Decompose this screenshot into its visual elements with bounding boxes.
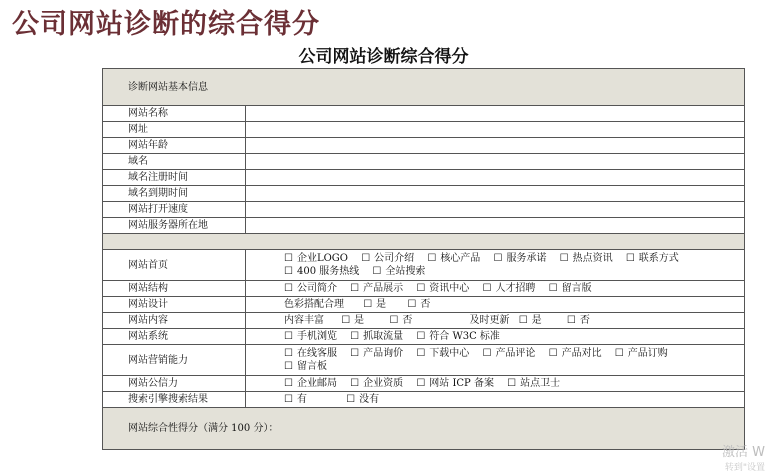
checkbox-option[interactable]: ☐ 联系方式 — [625, 253, 679, 264]
row-label: 网站营销能力 — [103, 345, 246, 376]
row-label: 网站设计 — [103, 297, 246, 313]
checkbox-icon[interactable]: ☐ — [284, 361, 293, 372]
field-value-cell[interactable] — [246, 106, 745, 122]
checkbox-option[interactable]: ☐ 抓取流量 — [350, 331, 404, 342]
question-label: 色彩搭配合理 — [284, 299, 344, 310]
checkbox-icon[interactable]: ☐ — [361, 253, 371, 264]
checkbox-option[interactable]: ☐ 是 — [518, 315, 542, 326]
checkbox-icon[interactable]: ☐ — [350, 348, 360, 359]
checkbox-icon[interactable]: ☐ — [518, 315, 528, 326]
field-label: 网站服务器所在地 — [103, 218, 246, 234]
checkbox-icon[interactable]: ☐ — [284, 283, 293, 294]
row-label: 网站结构 — [103, 281, 246, 297]
checkbox-option[interactable]: ☐ 下载中心 — [416, 348, 470, 359]
checkbox-option[interactable]: ☐ 网站 ICP 备案 — [416, 378, 494, 389]
checkbox-icon[interactable]: ☐ — [416, 283, 426, 294]
row-label: 网站公信力 — [103, 376, 246, 392]
checkbox-icon[interactable]: ☐ — [372, 266, 382, 277]
checkbox-option[interactable]: ☐ 是 — [341, 315, 365, 326]
row-label: 网站首页 — [103, 250, 246, 281]
checkbox-option[interactable]: ☐ 产品展示 — [350, 283, 404, 294]
checkbox-option[interactable]: ☐ 没有 — [346, 394, 380, 405]
checkbox-option[interactable]: ☐ 留言板 — [284, 361, 327, 372]
field-label: 网站打开速度 — [103, 202, 246, 218]
checkbox-option[interactable]: ☐ 企业邮局 — [284, 378, 337, 389]
options-cell — [246, 313, 745, 329]
checkbox-option[interactable]: ☐ 公司介绍 — [361, 253, 415, 264]
checkbox-option[interactable]: ☐ 资讯中心 — [416, 283, 470, 294]
field-label: 网站名称 — [103, 106, 246, 122]
field-label: 域名 — [103, 154, 246, 170]
activation-watermark: 激活 W — [722, 445, 765, 460]
checkbox-icon[interactable]: ☐ — [284, 348, 293, 359]
options-cell — [246, 392, 745, 408]
question-label: 及时更新 — [469, 315, 510, 326]
field-value-cell[interactable] — [246, 202, 745, 218]
checkbox-option[interactable]: ☐ 符合 W3C 标准 — [416, 331, 500, 342]
row-label: 搜索引擎搜索结果 — [103, 392, 246, 408]
diagnosis-form-table — [102, 68, 745, 450]
checkbox-option[interactable]: ☐ 全站搜索 — [372, 266, 426, 277]
checkbox-icon[interactable]: ☐ — [346, 394, 356, 405]
checkbox-icon[interactable]: ☐ — [416, 378, 426, 389]
checkbox-option[interactable]: ☐ 否 — [566, 315, 590, 326]
checkbox-option[interactable]: ☐ 公司简介 — [284, 283, 337, 294]
checkbox-icon[interactable]: ☐ — [350, 331, 360, 342]
score-row — [103, 408, 745, 450]
question-label: 内容丰富 — [284, 315, 324, 326]
checkbox-icon[interactable]: ☐ — [416, 348, 426, 359]
checkbox-option[interactable]: ☐ 是 — [363, 299, 387, 310]
document-title: 公司网站诊断综合得分 — [298, 47, 469, 67]
checkbox-icon[interactable]: ☐ — [407, 299, 417, 310]
checkbox-icon[interactable]: ☐ — [548, 283, 558, 294]
checkbox-icon[interactable]: ☐ — [566, 315, 576, 326]
slide-title: 公司网站诊断的综合得分 — [12, 9, 320, 40]
checkbox-option[interactable]: ☐ 400 服务热线 — [284, 266, 360, 277]
checkbox-icon[interactable]: ☐ — [284, 394, 293, 405]
checkbox-icon[interactable]: ☐ — [350, 283, 360, 294]
row-search-results — [103, 392, 745, 408]
options-cell — [246, 250, 745, 281]
checkbox-option[interactable]: ☐ 产品订购 — [614, 348, 668, 359]
section-separator — [103, 234, 745, 250]
basic-field-row — [103, 170, 745, 186]
checkbox-icon[interactable]: ☐ — [625, 253, 635, 264]
separator-cell — [103, 234, 745, 250]
checkbox-icon[interactable]: ☐ — [507, 378, 517, 389]
options-cell — [246, 376, 745, 392]
checkbox-icon[interactable]: ☐ — [284, 378, 293, 389]
checkbox-option[interactable]: ☐ 留言版 — [548, 283, 592, 294]
checkbox-icon[interactable]: ☐ — [284, 253, 293, 264]
checkbox-icon[interactable]: ☐ — [363, 299, 373, 310]
field-value-cell[interactable] — [246, 122, 745, 138]
checkbox-option[interactable]: ☐ 在线客服 — [284, 348, 337, 359]
checkbox-icon[interactable]: ☐ — [284, 266, 293, 277]
row-label: 网站内容 — [103, 313, 246, 329]
checkbox-icon[interactable]: ☐ — [427, 253, 437, 264]
checkbox-icon[interactable]: ☐ — [482, 283, 492, 294]
section-header-label: 诊断网站基本信息 — [103, 69, 745, 106]
checkbox-icon[interactable]: ☐ — [614, 348, 624, 359]
field-value-cell[interactable] — [246, 186, 745, 202]
options-cell — [246, 345, 745, 376]
checkbox-option[interactable]: ☐ 否 — [389, 315, 413, 326]
field-value-cell[interactable] — [246, 170, 745, 186]
row-content — [103, 313, 745, 329]
checkbox-option[interactable]: ☐ 产品评论 — [482, 348, 536, 359]
checkbox-option[interactable]: ☐ 手机浏览 — [284, 331, 337, 342]
row-homepage — [103, 250, 745, 281]
section-header-basic-info — [103, 69, 745, 106]
checkbox-icon[interactable]: ☐ — [416, 331, 426, 342]
checkbox-option[interactable]: ☐ 服务承诺 — [493, 253, 547, 264]
checkbox-option[interactable]: ☐ 人才招聘 — [482, 283, 536, 294]
checkbox-option[interactable]: ☐ 站点卫士 — [507, 378, 561, 389]
field-value-cell[interactable] — [246, 218, 745, 234]
checkbox-icon[interactable]: ☐ — [350, 378, 360, 389]
basic-field-row — [103, 138, 745, 154]
checkbox-icon[interactable]: ☐ — [559, 253, 569, 264]
activation-watermark-sub: 转到"设置 — [724, 463, 765, 473]
checkbox-option[interactable]: ☐ 否 — [407, 299, 431, 310]
checkbox-option[interactable]: ☐ 产品询价 — [350, 348, 404, 359]
checkbox-option[interactable]: ☐ 热点资讯 — [559, 253, 613, 264]
checkbox-icon[interactable]: ☐ — [482, 348, 492, 359]
field-label: 域名注册时间 — [103, 170, 246, 186]
options-cell — [246, 329, 745, 345]
checkbox-icon[interactable]: ☐ — [389, 315, 399, 326]
checkbox-option[interactable]: ☐ 产品对比 — [548, 348, 602, 359]
field-value-cell[interactable] — [246, 154, 745, 170]
field-value-cell[interactable] — [246, 138, 745, 154]
field-label: 域名到期时间 — [103, 186, 246, 202]
row-credibility — [103, 376, 745, 392]
basic-field-row — [103, 202, 745, 218]
checkbox-icon[interactable]: ☐ — [341, 315, 351, 326]
basic-field-row — [103, 218, 745, 234]
checkbox-option[interactable]: ☐ 核心产品 — [427, 253, 481, 264]
options-cell — [246, 281, 745, 297]
row-marketing — [103, 345, 745, 376]
options-cell — [246, 297, 745, 313]
field-label: 网站年龄 — [103, 138, 246, 154]
row-structure — [103, 281, 745, 297]
checkbox-option[interactable]: ☐ 企业资质 — [350, 378, 404, 389]
basic-field-row — [103, 122, 745, 138]
score-label: 网站综合性得分（满分 100 分）： — [103, 408, 745, 450]
basic-field-row — [103, 154, 745, 170]
checkbox-icon[interactable]: ☐ — [548, 348, 558, 359]
basic-field-row — [103, 186, 745, 202]
checkbox-icon[interactable]: ☐ — [493, 253, 503, 264]
checkbox-option[interactable]: ☐ 企业LOGO — [284, 253, 348, 264]
basic-field-row — [103, 106, 745, 122]
row-system — [103, 329, 745, 345]
checkbox-option[interactable]: ☐ 有 — [284, 394, 307, 405]
field-label: 网址 — [103, 122, 246, 138]
row-design — [103, 297, 745, 313]
row-label: 网站系统 — [103, 329, 246, 345]
checkbox-icon[interactable]: ☐ — [284, 331, 293, 342]
